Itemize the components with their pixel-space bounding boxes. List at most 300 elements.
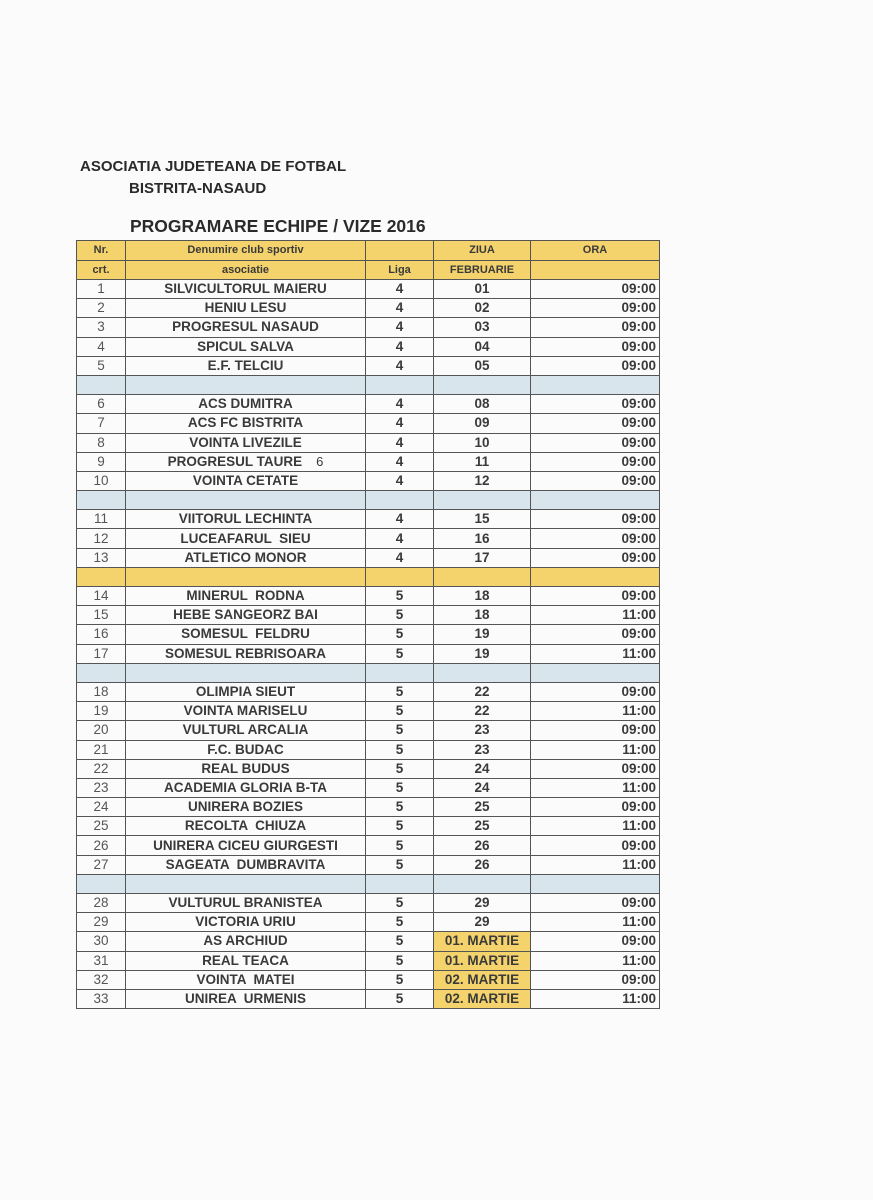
col-liga — [366, 241, 434, 261]
nr-cell — [77, 471, 126, 490]
org-name: ASOCIATIA JUDETEANA DE FOTBAL — [80, 158, 347, 175]
ora-cell — [531, 817, 660, 836]
ziua-cell — [434, 529, 531, 548]
separator-cell — [126, 874, 366, 893]
club-cell — [126, 644, 366, 663]
table-row — [77, 778, 660, 797]
liga-cell-text: 5 — [395, 952, 404, 968]
nr-cell — [77, 280, 126, 299]
ora-cell — [531, 299, 660, 318]
club-cell — [126, 625, 366, 644]
club-cell — [126, 989, 366, 1008]
ora-cell-text: 09:00 — [621, 971, 656, 987]
ora-cell-text: 09:00 — [621, 357, 656, 373]
ziua-cell-text: 26 — [474, 856, 490, 872]
ora-cell-text: 11:00 — [622, 779, 656, 795]
nr-cell-text: 7 — [97, 415, 105, 431]
ziua-cell-text: 17 — [474, 549, 490, 565]
ziua-cell-text: 03 — [474, 319, 490, 335]
nr-cell-text: 3 — [97, 319, 105, 335]
ziua-cell-text: 18 — [474, 607, 490, 623]
club-cell — [126, 951, 366, 970]
separator-cell — [366, 491, 434, 510]
ora-cell — [531, 721, 660, 740]
club-cell-text: LUCEAFARUL SIEU — [180, 530, 311, 546]
ora-cell-text: 09:00 — [621, 300, 656, 316]
club-cell — [126, 970, 366, 989]
ora-cell-text: 09:00 — [621, 626, 656, 642]
nr-cell-text: 28 — [93, 895, 109, 911]
ora-cell — [531, 529, 660, 548]
nr-cell — [77, 740, 126, 759]
ora-cell — [531, 337, 660, 356]
schedule-table — [76, 240, 660, 1009]
header-row — [77, 260, 660, 280]
table-row — [77, 836, 660, 855]
ora-cell — [531, 356, 660, 375]
separator-cell — [531, 491, 660, 510]
liga-cell-text: 5 — [395, 799, 404, 815]
ziua-cell-text: 08 — [474, 396, 490, 412]
liga-cell-text: 4 — [395, 396, 404, 412]
ziua-cell-text: 22 — [474, 703, 490, 719]
ziua-cell — [434, 721, 531, 740]
liga-cell-text: 4 — [395, 338, 404, 354]
liga-cell-text: 4 — [395, 319, 404, 335]
ora-cell — [531, 855, 660, 874]
liga-cell-text: 5 — [395, 779, 404, 795]
liga-cell — [366, 951, 434, 970]
ziua-cell — [434, 644, 531, 663]
nr-cell-text: 1 — [97, 281, 105, 297]
liga-cell — [366, 587, 434, 606]
liga-cell-text: 4 — [395, 300, 404, 316]
ziua-cell — [434, 951, 531, 970]
ora-cell — [531, 951, 660, 970]
nr-cell-text: 18 — [93, 684, 109, 700]
club-cell-text: VOINTA MATEI — [196, 971, 295, 987]
club-cell — [126, 606, 366, 625]
ora-cell-text: 09:00 — [621, 511, 656, 527]
ora-cell-text: 11:00 — [622, 607, 656, 623]
ziua-cell-text: 29 — [474, 895, 490, 911]
nr-cell — [77, 433, 126, 452]
ziua-cell — [434, 798, 531, 817]
liga-cell — [366, 798, 434, 817]
separator-cell — [366, 874, 434, 893]
ziua-cell — [434, 778, 531, 797]
ziua-cell — [434, 625, 531, 644]
club-cell-text: VULTURL ARCALIA — [182, 722, 309, 738]
table-row — [77, 318, 660, 337]
ziua-cell — [434, 855, 531, 874]
nr-cell — [77, 894, 126, 913]
ziua-cell-text: 01. MARTIE — [444, 933, 520, 949]
table-row — [77, 356, 660, 375]
table-row — [77, 395, 660, 414]
club-cell — [126, 452, 366, 471]
nr-cell-text: 8 — [97, 434, 105, 450]
ziua-cell-text: 19 — [474, 645, 490, 661]
ziua-cell-text: 24 — [474, 760, 490, 776]
table-row — [77, 433, 660, 452]
ora-cell-text: 09:00 — [621, 530, 656, 546]
table-row — [77, 932, 660, 951]
nr-cell-text: 25 — [93, 818, 109, 834]
club-cell-text: ACS FC BISTRITA — [187, 415, 304, 431]
nr-cell — [77, 644, 126, 663]
nr-cell — [77, 337, 126, 356]
club-cell-text: SOMESUL REBRISOARA — [164, 645, 327, 661]
nr-cell-text: 12 — [93, 530, 109, 546]
header-row — [77, 241, 660, 261]
liga-cell — [366, 471, 434, 490]
table-row — [77, 644, 660, 663]
ora-cell-text: 11:00 — [622, 703, 656, 719]
ora-cell-text: 09:00 — [621, 799, 656, 815]
table-row — [77, 414, 660, 433]
separator-cell — [77, 375, 126, 394]
separator-cell — [77, 567, 126, 586]
table-row — [77, 702, 660, 721]
table-row — [77, 471, 660, 490]
club-cell — [126, 932, 366, 951]
ora-cell — [531, 318, 660, 337]
nr-cell-text: 22 — [93, 760, 109, 776]
nr-cell — [77, 395, 126, 414]
nr-cell-text: 13 — [93, 549, 109, 565]
table-row — [77, 529, 660, 548]
liga-cell — [366, 337, 434, 356]
liga-cell — [366, 913, 434, 932]
ora-cell-text: 11:00 — [622, 914, 656, 930]
club-cell — [126, 356, 366, 375]
ora-cell-text: 09:00 — [621, 895, 656, 911]
ora-cell — [531, 894, 660, 913]
nr-cell — [77, 989, 126, 1008]
ora-cell — [531, 471, 660, 490]
nr-cell — [77, 932, 126, 951]
ziua-cell-text: 16 — [474, 530, 490, 546]
ziua-cell-text: 19 — [474, 626, 490, 642]
liga-cell — [366, 970, 434, 989]
club-cell-text: VULTURUL BRANISTEA — [168, 895, 323, 911]
ora-cell — [531, 970, 660, 989]
separator-cell — [126, 567, 366, 586]
ora-cell — [531, 548, 660, 567]
ora-cell — [531, 798, 660, 817]
table-row — [77, 452, 660, 471]
liga-cell — [366, 759, 434, 778]
separator-cell — [366, 567, 434, 586]
club-cell-text: ACADEMIA GLORIA B-TA — [164, 779, 327, 795]
table-row — [77, 989, 660, 1008]
nr-cell — [77, 721, 126, 740]
table-row — [77, 606, 660, 625]
nr-cell — [77, 778, 126, 797]
club-cell — [126, 855, 366, 874]
ziua-cell-text: 04 — [474, 338, 490, 354]
ziua-cell — [434, 989, 531, 1008]
liga-cell — [366, 510, 434, 529]
liga-cell-text: 5 — [395, 626, 404, 642]
liga-cell-text: 5 — [395, 741, 404, 757]
separator-row — [77, 567, 660, 586]
ora-cell-text: 09:00 — [621, 684, 656, 700]
ziua-cell — [434, 280, 531, 299]
separator-cell — [126, 491, 366, 510]
club-cell-text: SAGEATA DUMBRAVITA — [165, 856, 326, 872]
ziua-cell-text: 02. MARTIE — [444, 991, 520, 1007]
liga-cell — [366, 682, 434, 701]
ziua-cell — [434, 452, 531, 471]
nr-cell-text: 17 — [93, 645, 109, 661]
ziua-cell — [434, 682, 531, 701]
club-cell — [126, 280, 366, 299]
ora-cell — [531, 510, 660, 529]
ziua-cell — [434, 702, 531, 721]
liga-cell-text: 5 — [395, 607, 404, 623]
col-nr: Nr. — [77, 241, 126, 261]
club-cell — [126, 587, 366, 606]
ziua-cell-text: 18 — [474, 588, 490, 604]
nr-cell — [77, 913, 126, 932]
liga-cell-text: 5 — [395, 703, 404, 719]
liga-cell — [366, 702, 434, 721]
club-cell-text: PROGRESUL TAURE — [167, 453, 303, 469]
ora-cell-text: 09:00 — [621, 837, 656, 853]
ziua-cell — [434, 318, 531, 337]
ziua-cell — [434, 932, 531, 951]
nr-cell-text: 15 — [93, 607, 109, 623]
separator-cell — [531, 874, 660, 893]
table-row — [77, 625, 660, 644]
ziua-cell-text: 25 — [474, 799, 490, 815]
club-cell-text: VOINTA CETATE — [192, 472, 299, 488]
separator-row — [77, 874, 660, 893]
ziua-cell-text: 10 — [474, 434, 490, 450]
club-cell — [126, 798, 366, 817]
document-title: PROGRAMARE ECHIPE / VIZE 2016 — [130, 216, 426, 236]
ziua-cell-text: 11 — [474, 453, 490, 469]
ziua-cell — [434, 356, 531, 375]
ora-cell — [531, 932, 660, 951]
club-cell — [126, 510, 366, 529]
ziua-cell — [434, 836, 531, 855]
nr-cell-text: 10 — [93, 472, 109, 488]
ziua-cell-text: 22 — [474, 684, 490, 700]
separator-row — [77, 375, 660, 394]
ora-cell-text: 09:00 — [621, 338, 656, 354]
ziua-cell-text: 23 — [474, 722, 490, 738]
ora-cell — [531, 702, 660, 721]
club-cell — [126, 299, 366, 318]
separator-cell — [366, 375, 434, 394]
nr-cell — [77, 318, 126, 337]
liga-cell — [366, 606, 434, 625]
nr-cell — [77, 817, 126, 836]
ziua-cell — [434, 510, 531, 529]
liga-cell-text: 5 — [395, 645, 404, 661]
liga-cell-text: 5 — [395, 895, 404, 911]
nr-cell-text: 23 — [93, 779, 109, 795]
separator-cell — [77, 874, 126, 893]
separator-cell — [531, 567, 660, 586]
ora-cell-text: 11:00 — [622, 818, 656, 834]
liga-cell-text: 5 — [395, 722, 404, 738]
ora-cell-text: 09:00 — [621, 319, 656, 335]
club-cell — [126, 318, 366, 337]
ziua-cell — [434, 395, 531, 414]
club-cell — [126, 778, 366, 797]
separator-cell — [434, 874, 531, 893]
nr-cell — [77, 452, 126, 471]
table-row — [77, 337, 660, 356]
club-cell — [126, 433, 366, 452]
club-cell-text: RECOLTA CHIUZA — [184, 818, 307, 834]
table-row — [77, 721, 660, 740]
nr-cell-text: 31 — [93, 952, 109, 968]
ora-cell-text: 09:00 — [621, 722, 656, 738]
col-ziua: ZIUA — [434, 241, 531, 261]
liga-cell-text: 5 — [395, 818, 404, 834]
separator-cell — [366, 663, 434, 682]
club-cell — [126, 721, 366, 740]
nr-cell — [77, 510, 126, 529]
liga-cell — [366, 356, 434, 375]
nr-cell-text: 16 — [93, 626, 109, 642]
nr-cell-text: 21 — [93, 741, 109, 757]
nr-cell — [77, 855, 126, 874]
club-cell-text: VICTORIA URIU — [195, 914, 296, 930]
liga-cell — [366, 894, 434, 913]
ora-cell-text: 11:00 — [622, 741, 656, 757]
liga-cell-text: 4 — [395, 472, 404, 488]
nr-cell-text: 9 — [97, 453, 105, 469]
col-club: Denumire club sportiv — [126, 241, 366, 261]
nr-cell — [77, 299, 126, 318]
table-row — [77, 759, 660, 778]
club-cell — [126, 836, 366, 855]
nr-cell — [77, 606, 126, 625]
ziua-cell — [434, 587, 531, 606]
ora-cell — [531, 587, 660, 606]
nr-cell-text: 27 — [93, 856, 109, 872]
liga-cell — [366, 299, 434, 318]
ziua-cell — [434, 759, 531, 778]
liga-cell — [366, 548, 434, 567]
table-row — [77, 510, 660, 529]
club-cell-text: REAL TEACA — [202, 952, 289, 968]
nr-cell — [77, 587, 126, 606]
club-cell-text: AS ARCHIUD — [203, 933, 288, 949]
ziua-cell — [434, 970, 531, 989]
ora-cell — [531, 836, 660, 855]
club-cell-text: E.F. TELCIU — [207, 357, 284, 373]
club-cell-text: OLIMPIA SIEUT — [195, 684, 296, 700]
liga-cell-text: 4 — [395, 549, 404, 565]
club-cell — [126, 894, 366, 913]
club-cell-text: UNIRERA CICEU GIURGESTI — [153, 837, 338, 853]
table-row — [77, 951, 660, 970]
ora-cell — [531, 452, 660, 471]
separator-cell — [77, 663, 126, 682]
liga-cell — [366, 452, 434, 471]
nr-cell — [77, 414, 126, 433]
ziua-cell-text: 02 — [474, 300, 490, 316]
table-row — [77, 913, 660, 932]
ora-cell — [531, 682, 660, 701]
col-club-sub: asociatie — [126, 260, 366, 280]
table-row — [77, 740, 660, 759]
club-cell-text: ATLETICO MONOR — [184, 549, 307, 565]
separator-cell — [434, 491, 531, 510]
ora-cell — [531, 414, 660, 433]
liga-cell-text: 5 — [395, 971, 404, 987]
nr-cell-text: 24 — [93, 799, 109, 815]
ora-cell-text: 09:00 — [621, 434, 656, 450]
ora-cell-text: 11:00 — [622, 856, 656, 872]
club-cell — [126, 471, 366, 490]
ora-cell — [531, 644, 660, 663]
club-cell-text: VIITORUL LECHINTA — [178, 511, 313, 527]
ziua-cell-text: 12 — [474, 472, 490, 488]
nr-cell — [77, 356, 126, 375]
ora-cell — [531, 778, 660, 797]
club-cell-text: HENIU LESU — [204, 300, 287, 316]
ora-cell-text: 11:00 — [622, 952, 656, 968]
club-cell-text: PROGRESUL NASAUD — [172, 319, 319, 335]
club-cell — [126, 817, 366, 836]
liga-cell-text: 4 — [395, 434, 404, 450]
ziua-cell-text: 24 — [474, 779, 490, 795]
annotation-note: 6 — [316, 453, 324, 469]
club-cell — [126, 740, 366, 759]
separator-row — [77, 491, 660, 510]
table-row — [77, 682, 660, 701]
org-region: BISTRITA-NASAUD — [129, 180, 267, 197]
ziua-cell-text: 29 — [474, 914, 490, 930]
club-cell — [126, 702, 366, 721]
ora-cell — [531, 280, 660, 299]
table-row — [77, 894, 660, 913]
ora-cell — [531, 740, 660, 759]
nr-cell-text: 30 — [93, 933, 109, 949]
ziua-cell — [434, 548, 531, 567]
club-cell-text: VOINTA MARISELU — [183, 703, 308, 719]
club-cell — [126, 395, 366, 414]
ziua-cell-text: 26 — [474, 837, 490, 853]
ziua-cell — [434, 817, 531, 836]
club-cell — [126, 682, 366, 701]
club-cell — [126, 759, 366, 778]
liga-cell-text: 4 — [395, 415, 404, 431]
nr-cell — [77, 798, 126, 817]
col-ora-sub — [531, 260, 660, 280]
separator-row — [77, 663, 660, 682]
ora-cell-text: 11:00 — [622, 991, 656, 1007]
liga-cell — [366, 395, 434, 414]
liga-cell-text: 4 — [395, 453, 404, 469]
liga-cell — [366, 989, 434, 1008]
ziua-cell-text: 01. MARTIE — [444, 952, 520, 968]
club-cell-text: MINERUL RODNA — [186, 588, 305, 604]
club-cell — [126, 414, 366, 433]
ora-cell-text: 09:00 — [621, 933, 656, 949]
club-cell — [126, 913, 366, 932]
liga-cell — [366, 721, 434, 740]
liga-cell — [366, 932, 434, 951]
